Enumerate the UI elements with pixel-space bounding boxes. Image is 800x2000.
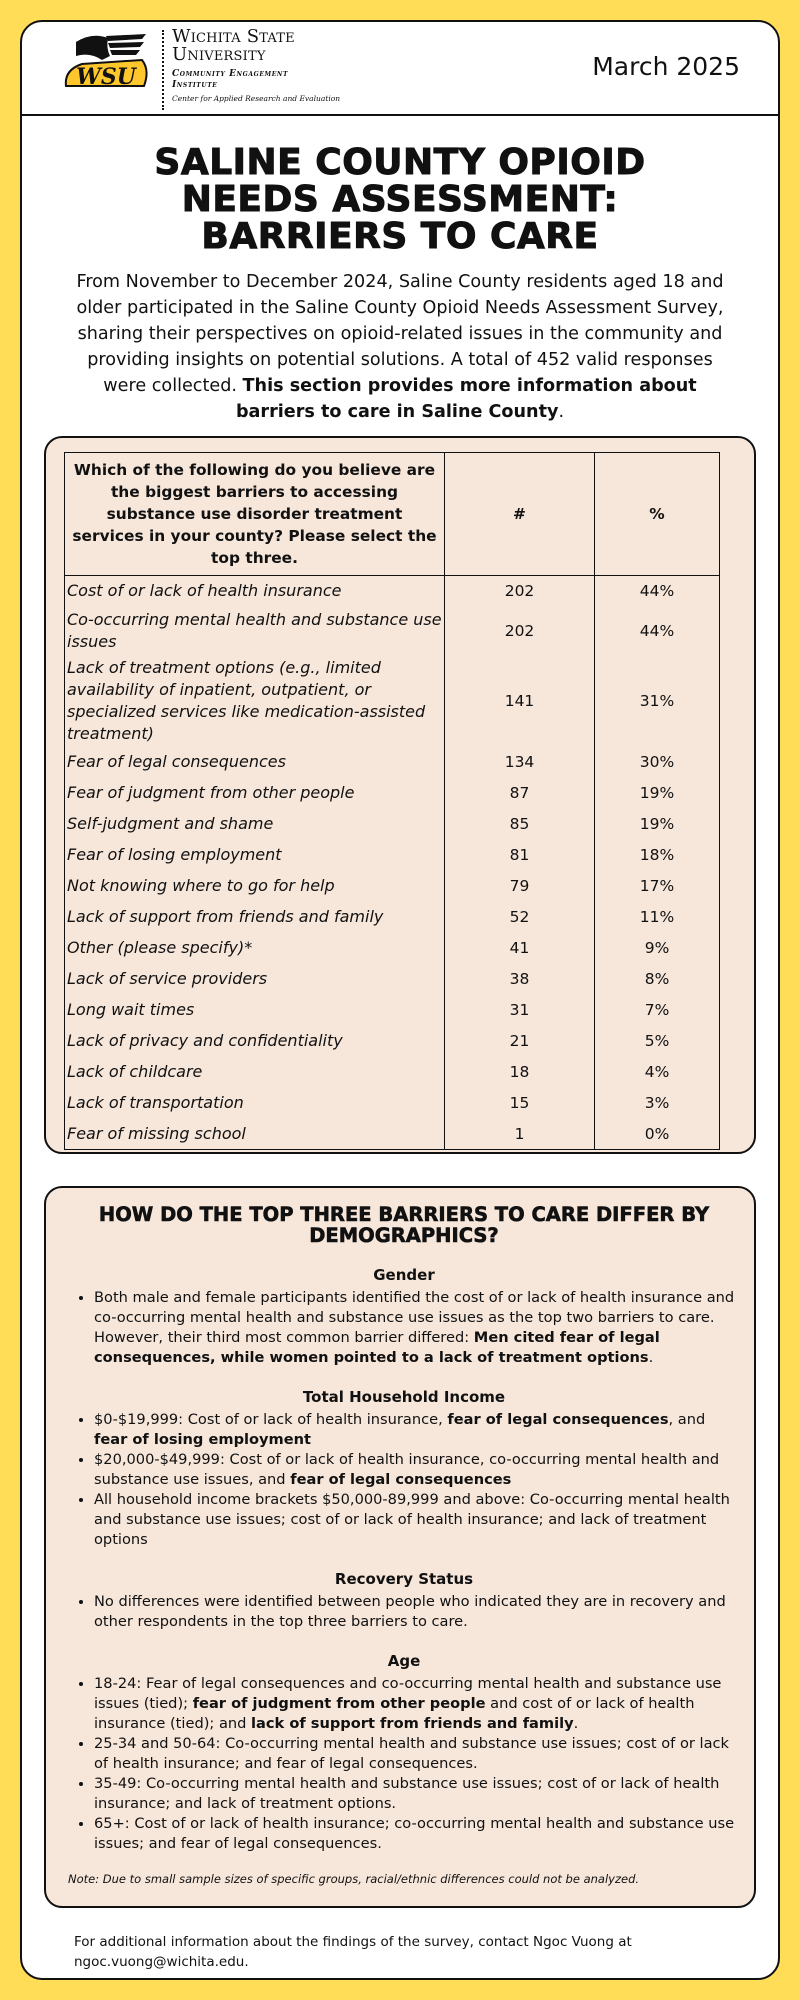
barrier-percent: 7% <box>595 995 720 1026</box>
barrier-count: 18 <box>445 1057 595 1088</box>
table-row <box>65 933 720 964</box>
barriers-table-panel <box>44 436 756 1154</box>
page <box>20 20 780 1980</box>
list-item <box>94 1674 740 1734</box>
gender-text: Both male and female participants identified the cost of or lack of health insurance and co-occurring mental health and substance use issues as the top two barriers to care. However, their third most common barrier differed: <box>94 1289 735 1346</box>
barrier-label: Other (please specify)* <box>65 933 445 964</box>
income-bold: fear of legal consequences <box>447 1411 669 1428</box>
intro-end: . <box>558 402 565 422</box>
intro-bold: This section provides more information about barriers to care in Saline County <box>235 376 697 422</box>
list-item: • 35-49: Co-occurring mental health and substance use issues; cost of or lack of health insurance; and lack of treatment options. <box>94 1774 740 1814</box>
barrier-count: 87 <box>445 778 595 809</box>
barrier-label: Lack of transportation <box>65 1088 445 1119</box>
report-date: March 2025 <box>592 52 740 81</box>
barriers-table <box>64 452 720 1150</box>
age-text: 18-24: Fear of legal consequences and co-occurring mental health and substance use issues (tied); <box>94 1675 722 1712</box>
demographics-note: Note: Due to small sample sizes of specific groups, racial/ethnic differences could not be analyzed. <box>68 1872 640 1886</box>
barrier-count: 31 <box>445 995 595 1026</box>
barrier-label: Fear of missing school <box>65 1119 445 1150</box>
list-item: • No differences were identified between people who indicated they are in recovery and other respondents in the top three barriers to care. <box>94 1592 740 1632</box>
income-bold: fear of legal consequences <box>290 1471 512 1488</box>
barrier-count: 21 <box>445 1026 595 1057</box>
barrier-count: 202 <box>445 607 595 655</box>
barrier-percent: 19% <box>595 809 720 840</box>
barrier-percent: 3% <box>595 1088 720 1119</box>
barrier-count: 85 <box>445 809 595 840</box>
table-row <box>65 576 720 607</box>
barrier-count: 15 <box>445 1088 595 1119</box>
barrier-label: Fear of legal consequences <box>65 747 445 778</box>
age-mid: and cost of or lack of health insurance (tied); and <box>94 1695 695 1732</box>
logo-wordmark: WSU <box>76 64 136 90</box>
barrier-count: 141 <box>445 655 595 747</box>
wsu-logo-icon <box>62 30 154 92</box>
institute-name: Community Engagement Institute <box>172 69 289 90</box>
income-mid: , and <box>668 1411 706 1428</box>
income-text: $0-$19,999: Cost of or lack of health insurance, <box>94 1411 448 1428</box>
barrier-count: 202 <box>445 576 595 607</box>
question-header: Which of the following do you believe are the biggest barriers to accessing substance use disorder treatment services in your county? Please select the top three. <box>65 453 445 576</box>
barrier-label: Not knowing where to go for help <box>65 871 445 902</box>
income-section <box>68 1388 740 1550</box>
barrier-label: Self-judgment and shame <box>65 809 445 840</box>
barrier-label: Lack of privacy and confidentiality <box>65 1026 445 1057</box>
table-row <box>65 607 720 655</box>
list-item <box>94 1450 740 1490</box>
recovery-section <box>68 1570 740 1632</box>
barrier-percent: 18% <box>595 840 720 871</box>
count-header: # <box>445 453 595 576</box>
barrier-count: 134 <box>445 747 595 778</box>
income-heading: Total Household Income <box>302 1388 506 1406</box>
barrier-label: Fear of losing employment <box>65 840 445 871</box>
table-row <box>65 747 720 778</box>
university-name-line2: University <box>172 44 266 65</box>
intro-paragraph <box>74 269 726 425</box>
percent-header: % <box>595 453 720 576</box>
barrier-percent: 19% <box>595 778 720 809</box>
list-item: • All household income brackets $50,000-89,999 and above: Co-occurring mental health and substance use issues; cost of or lack of health insurance; and lack of treatment options <box>94 1490 740 1550</box>
income-text: $20,000-$49,999: Cost of or lack of health insurance, co-occurring mental health and substance use issues, and <box>94 1451 720 1488</box>
income-bold: fear of losing employment <box>94 1431 312 1448</box>
table-header-row <box>65 453 720 576</box>
barrier-percent: 11% <box>595 902 720 933</box>
age-bold: fear of judgment from other people <box>192 1695 486 1712</box>
table-row <box>65 840 720 871</box>
barrier-percent: 9% <box>595 933 720 964</box>
logo-divider <box>162 30 164 110</box>
table-row <box>65 655 720 747</box>
demographics-title: HOW DO THE TOP THREE BARRIERS TO CARE DIFFER BY DEMOGRAPHICS? <box>98 1203 710 1247</box>
barrier-percent: 5% <box>595 1026 720 1057</box>
table-row <box>65 1119 720 1150</box>
barrier-label: Long wait times <box>65 995 445 1026</box>
barrier-count: 79 <box>445 871 595 902</box>
barrier-label: Cost of or lack of health insurance <box>65 576 445 607</box>
recovery-heading: Recovery Status <box>334 1570 474 1588</box>
barrier-label: Lack of service providers <box>65 964 445 995</box>
gender-bold: Men cited fear of legal consequences, while women pointed to a lack of treatment options <box>94 1329 660 1366</box>
barrier-percent: 44% <box>595 607 720 655</box>
barrier-percent: 0% <box>595 1119 720 1150</box>
list-item: • 25-34 and 50-64: Co-occurring mental health and substance use issues; cost of or lack of health insurance; and fear of legal consequences. <box>94 1734 740 1774</box>
table-row <box>65 1057 720 1088</box>
university-name-line1: Wichita State <box>172 26 295 47</box>
barrier-label: Lack of treatment options (e.g., limited availability of inpatient, outpatient, or specialized services like medication-assisted treatment) <box>65 655 445 747</box>
age-bold: lack of support from friends and family <box>251 1715 574 1732</box>
list-item <box>94 1410 740 1450</box>
age-end: . <box>573 1715 579 1732</box>
barrier-percent: 8% <box>595 964 720 995</box>
table-row <box>65 1088 720 1119</box>
gender-end: . <box>648 1349 654 1366</box>
barrier-percent: 30% <box>595 747 720 778</box>
barrier-count: 52 <box>445 902 595 933</box>
barrier-percent: 44% <box>595 576 720 607</box>
table-row <box>65 995 720 1026</box>
barrier-label: Lack of childcare <box>65 1057 445 1088</box>
barrier-label: Fear of judgment from other people <box>65 778 445 809</box>
table-row <box>65 1026 720 1057</box>
gender-section <box>68 1266 740 1368</box>
barrier-count: 41 <box>445 933 595 964</box>
page-title: SALINE COUNTY OPIOID NEEDS ASSESSMENT: BARRIERS TO CARE <box>154 142 646 257</box>
table-row <box>65 778 720 809</box>
footer-contact: For additional information about the findings of the survey, contact Ngoc Vuong at ngoc.vuong@wichita.edu. <box>74 1934 632 1970</box>
age-heading: Age <box>387 1652 421 1670</box>
barrier-label: Lack of support from friends and family <box>65 902 445 933</box>
table-row <box>65 964 720 995</box>
center-name: Center for Applied Research and Evaluation <box>172 94 341 103</box>
barrier-count: 38 <box>445 964 595 995</box>
university-name <box>172 28 340 103</box>
demographics-panel <box>44 1186 756 1908</box>
list-item: • 65+: Cost of or lack of health insurance; co-occurring mental health and substance use issues; and fear of legal consequences. <box>94 1814 740 1854</box>
table-row <box>65 871 720 902</box>
barrier-count: 1 <box>445 1119 595 1150</box>
table-row <box>65 809 720 840</box>
barrier-count: 81 <box>445 840 595 871</box>
barrier-percent: 4% <box>595 1057 720 1088</box>
header <box>22 22 778 116</box>
barrier-label: Co-occurring mental health and substance use issues <box>65 607 445 655</box>
barrier-percent: 31% <box>595 655 720 747</box>
gender-heading: Gender <box>373 1266 435 1284</box>
table-row <box>65 902 720 933</box>
age-section <box>68 1652 740 1854</box>
barrier-percent: 17% <box>595 871 720 902</box>
list-item <box>94 1288 740 1368</box>
intro-text: From November to December 2024, Saline County residents aged 18 and older participated in the Saline County Opioid Needs Assessment Survey, sharing their perspectives on opioid-related issues in the community and providing insights on potential solutions. A total of 452 valid responses were collected. <box>76 272 724 396</box>
